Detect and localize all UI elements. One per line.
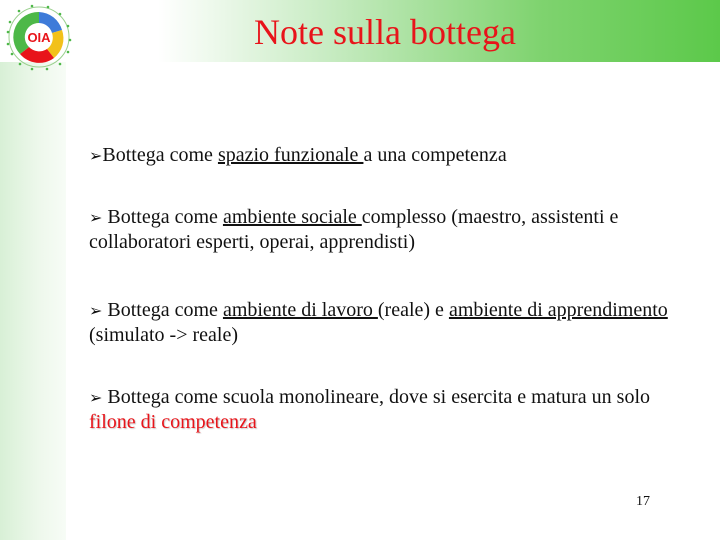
arrow-bullet-icon: ➢ bbox=[89, 146, 103, 165]
left-gradient-bar bbox=[0, 0, 66, 540]
bullet-item: ➢ Bottega come scuola monolineare, dove si esercita e matura un solo filone di competenza bbox=[89, 386, 651, 433]
arrow-bullet-icon: ➢ bbox=[89, 208, 103, 227]
slide-title: Note sulla bottega bbox=[254, 12, 516, 52]
oia-logo-icon bbox=[2, 2, 76, 72]
bullet-item: ➢ Bottega come ambiente di lavoro (reale) e ambiente di apprendimento (simulato -> reale) bbox=[89, 299, 668, 346]
svg-text:OIA: OIA bbox=[27, 30, 51, 45]
page-number: 17 bbox=[636, 494, 650, 509]
arrow-bullet-icon: ➢ bbox=[89, 388, 103, 407]
arrow-bullet-icon: ➢ bbox=[89, 301, 103, 320]
bullet-item: ➢ Bottega come ambiente sociale complesso (maestro, assistenti e collaboratori esperti, operai, apprendisti) bbox=[89, 206, 619, 253]
bullet-item: ➢Bottega come spazio funzionale a una competenza bbox=[89, 144, 507, 166]
